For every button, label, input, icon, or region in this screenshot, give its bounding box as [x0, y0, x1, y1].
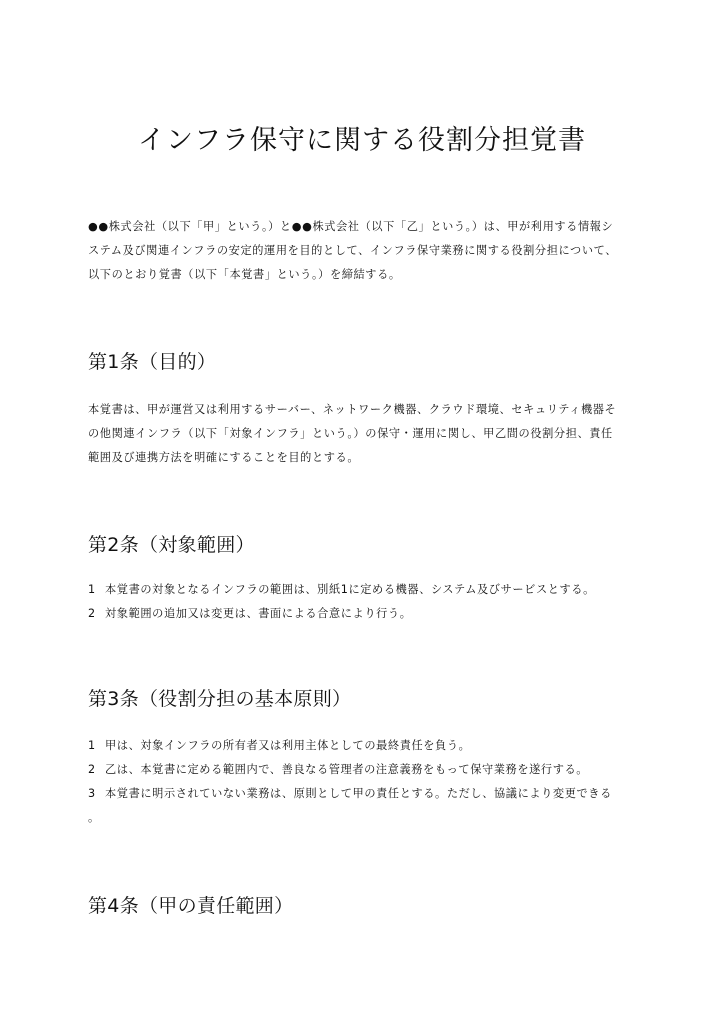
preamble-line: 以下のとおり覚書（以下「本覚書」という。）を締結する。 [88, 268, 401, 281]
article-1-line: 範囲及び連携方法を明確にすることを目的とする。 [88, 451, 360, 464]
preamble [88, 215, 648, 287]
preamble-line: ステム及び関連インフラの安定的運用を目的として、インフラ保守業務に関する役割分担について、 [88, 244, 617, 257]
document-title: インフラ保守に関する役割分担覚書 [138, 125, 586, 156]
article-3-continuation: 。 [88, 811, 100, 824]
article-3-item [88, 782, 648, 806]
article-1-body [88, 398, 648, 470]
article-2-heading: 第2条（対象範囲） [88, 534, 255, 556]
article-3-item [88, 758, 648, 782]
item-number: 2 [88, 607, 96, 620]
article-3-item [88, 734, 648, 758]
item-text: 対象範囲の追加又は変更は、書面による合意により行う。 [105, 607, 412, 620]
item-text: 本覚書に明示されていない業務は、原則として甲の責任とする。ただし、協議により変更できる [105, 787, 612, 800]
article-4-heading: 第4条（甲の責任範囲） [88, 895, 294, 917]
article-2-item [88, 602, 648, 626]
item-text: 甲は、対象インフラの所有者又は利用主体としての最終責任を負う。 [105, 739, 471, 752]
item-number: 3 [88, 787, 96, 800]
article-3-heading: 第3条（役割分担の基本原則） [88, 688, 352, 710]
preamble-line: ●●株式会社（以下「甲」という。）と●●株式会社（以下「乙」という。）は、甲が利用する情報シ [88, 220, 614, 233]
article-1-line: の他関連インフラ（以下「対象インフラ」という。）の保守・運用に関し、甲乙間の役割分担、責任 [88, 427, 613, 440]
article-1-line: 本覚書は、甲が運営又は利用するサーバー、ネットワーク機器、クラウド環境、セキュリティ機器そ [88, 403, 617, 416]
article-3-body [88, 734, 648, 830]
item-text: 乙は、本覚書に定める範囲内で、善良なる管理者の注意義務をもって保守業務を遂行する。 [105, 763, 589, 776]
article-2-body [88, 578, 648, 626]
item-text: 本覚書の対象となるインフラの範囲は、別紙1に定める機器、システム及びサービスとする。 [105, 583, 595, 596]
item-number: 1 [88, 583, 96, 596]
item-number: 2 [88, 763, 96, 776]
article-1-heading: 第1条（目的） [88, 351, 217, 373]
item-number: 1 [88, 739, 96, 752]
article-2-item [88, 578, 648, 602]
